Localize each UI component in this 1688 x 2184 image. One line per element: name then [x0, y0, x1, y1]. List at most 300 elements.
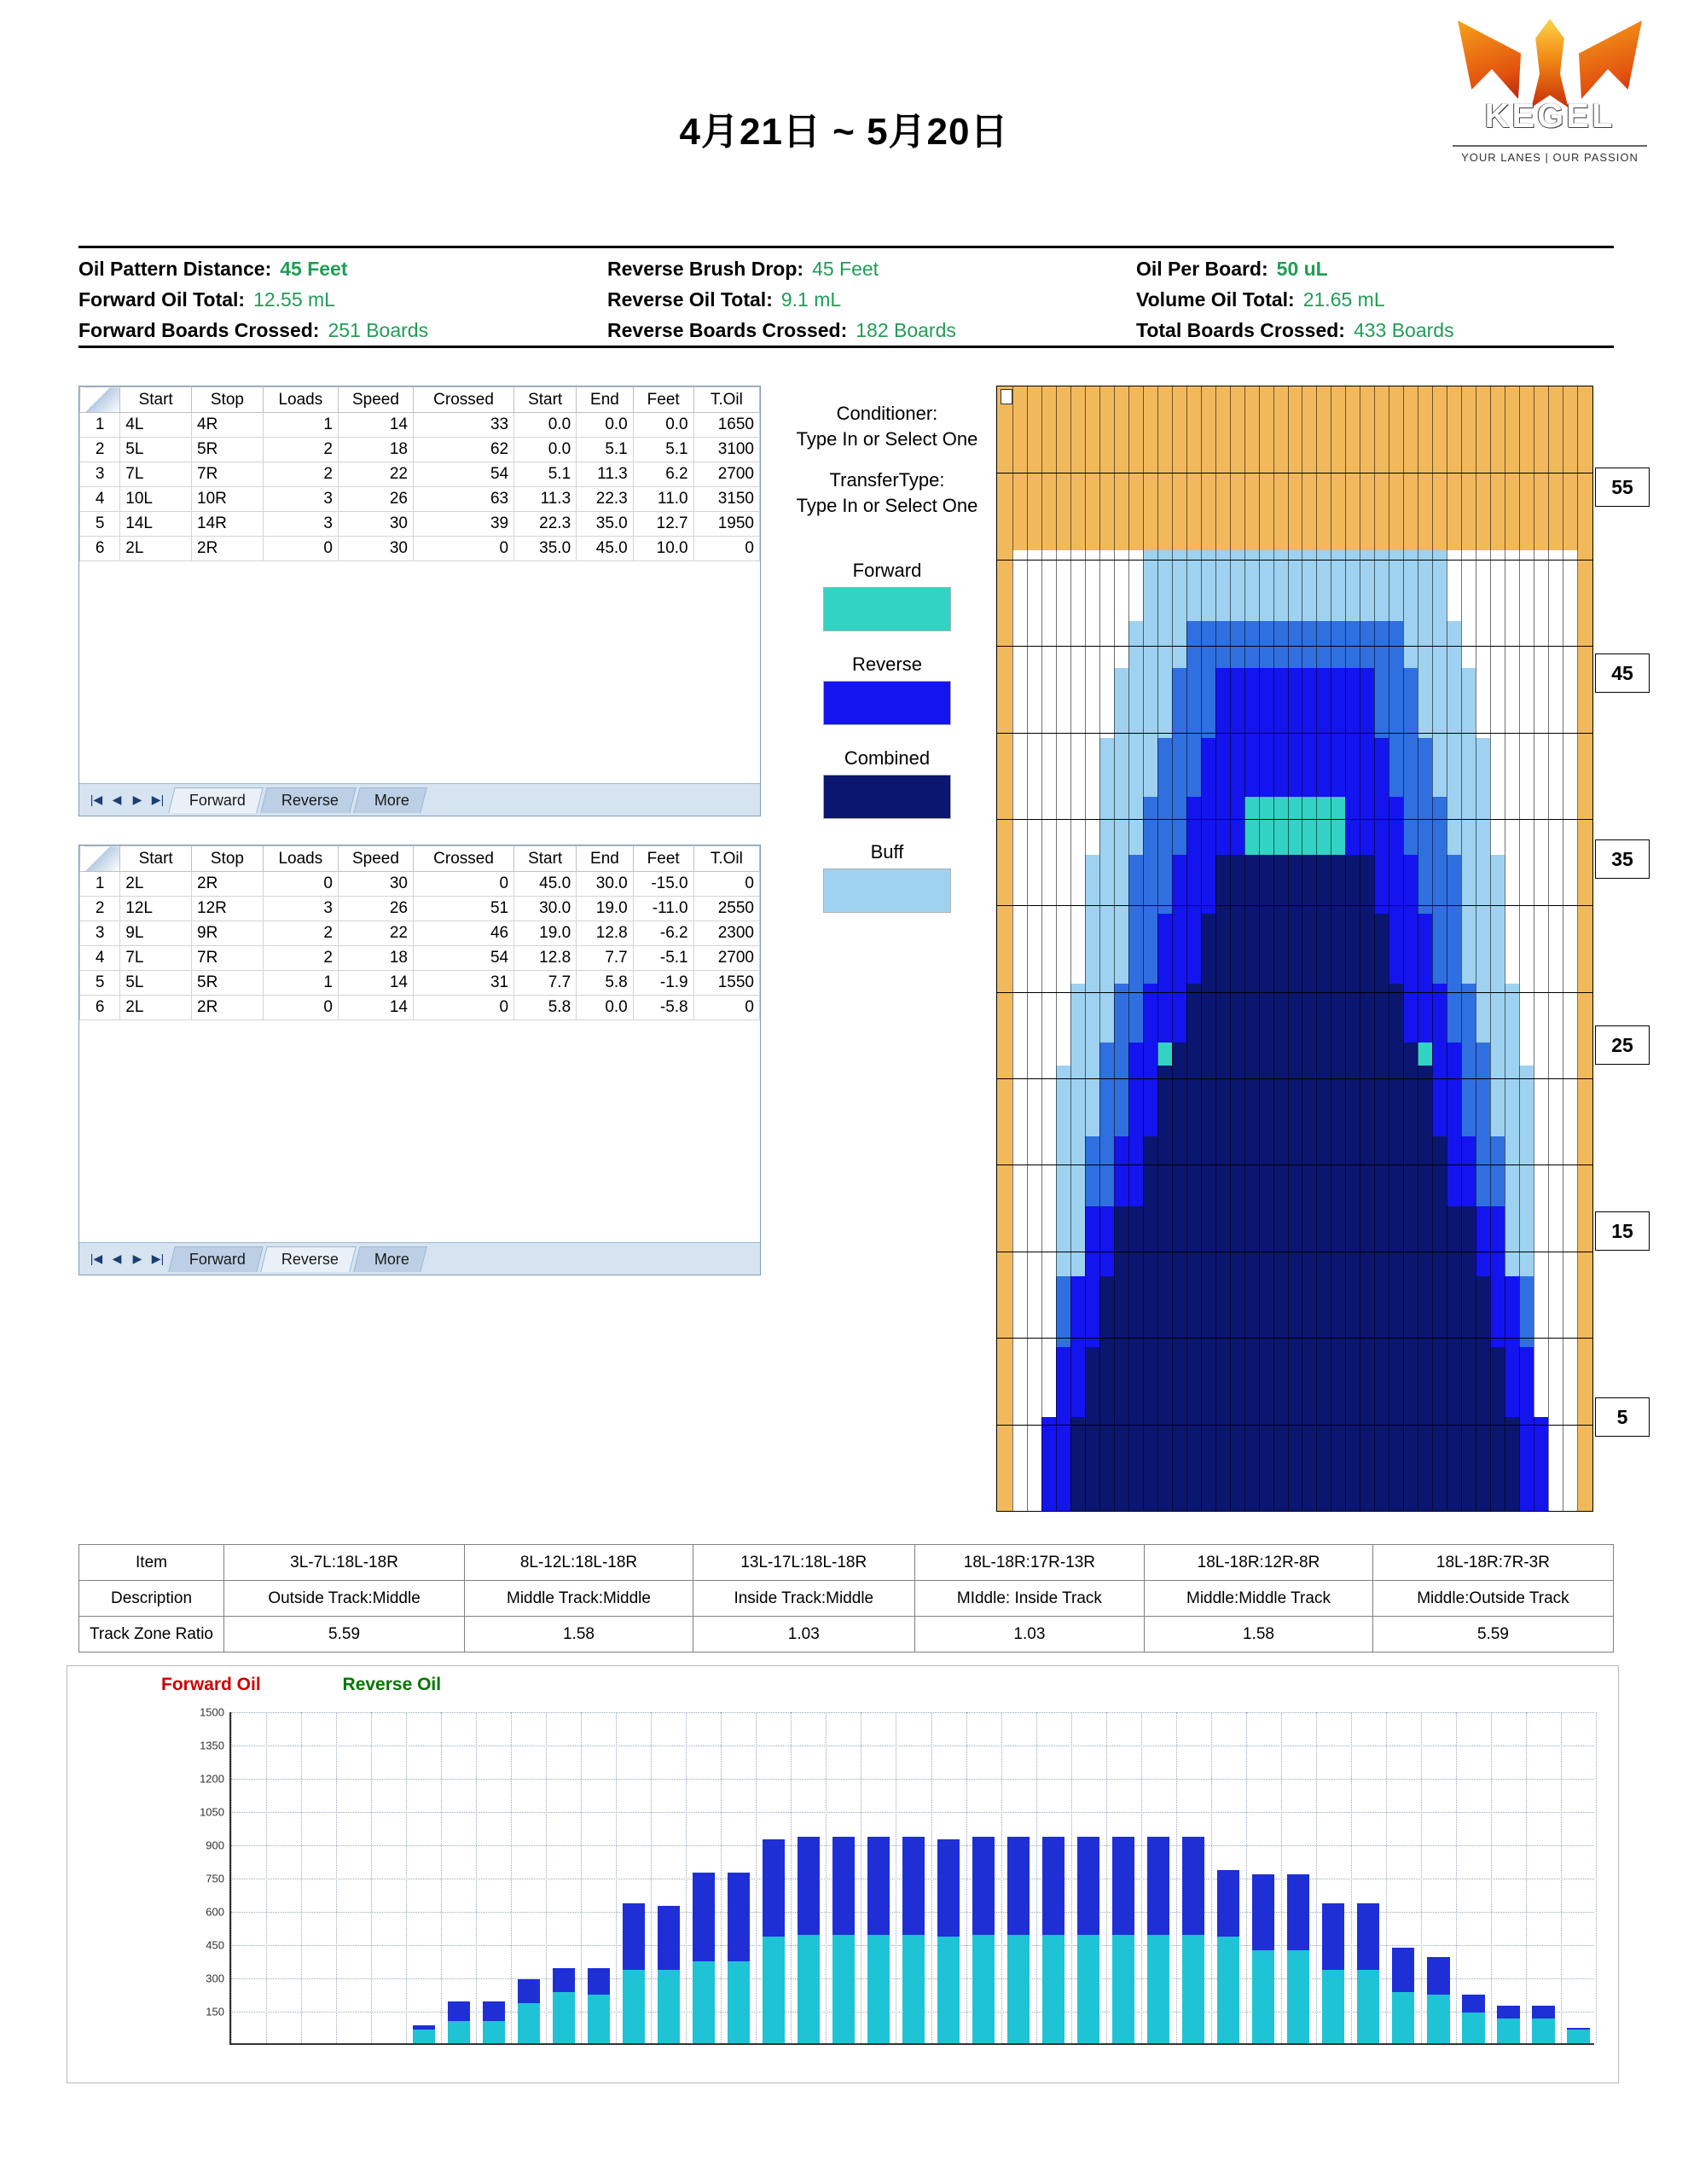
cell-start-distance[interactable]: 30.0	[514, 897, 577, 921]
lane-cell	[1143, 1066, 1158, 1077]
col-header-stop[interactable]: Stop	[192, 387, 264, 413]
cell-crossed[interactable]: 54	[413, 462, 513, 487]
stat-label: Reverse Brush Drop:	[607, 257, 804, 280]
cell-start[interactable]: 9L	[120, 921, 192, 946]
cell-stop[interactable]: 12R	[192, 897, 264, 921]
cell-end[interactable]: 5.8	[577, 971, 634, 996]
cell-end[interactable]: 0.0	[577, 996, 634, 1020]
empty-cell	[693, 710, 759, 735]
select-all-corner[interactable]	[80, 846, 120, 872]
cell-total-oil[interactable]: 0	[693, 996, 759, 1020]
cell-end[interactable]: 35.0	[577, 512, 634, 537]
cell-stop[interactable]: 4R	[192, 413, 264, 438]
lane-cell	[1548, 1066, 1563, 1077]
cell-loads[interactable]: 2	[263, 438, 338, 462]
cell-total-oil[interactable]: 2300	[693, 921, 759, 946]
nav-prev-button[interactable]: ◀	[112, 1252, 122, 1265]
lane-cell	[1316, 937, 1331, 949]
tab-more[interactable]	[353, 787, 426, 813]
lane-cell	[1056, 773, 1071, 785]
col-header-start2[interactable]: Start	[514, 387, 577, 413]
cell-start[interactable]: 12L	[120, 897, 192, 921]
lane-cell	[1085, 1441, 1100, 1453]
lane-cell	[1230, 503, 1245, 515]
cell-feet[interactable]: -11.0	[633, 897, 693, 921]
lane-cell	[1230, 890, 1245, 902]
cell-end[interactable]: 19.0	[577, 897, 634, 921]
cell-start[interactable]: 7L	[120, 462, 192, 487]
lane-cell	[1099, 937, 1115, 949]
chart-bar	[658, 1906, 680, 2043]
lane-cell	[1259, 750, 1274, 762]
lane-cell	[1056, 1417, 1071, 1429]
empty-cell	[80, 586, 120, 611]
lane-cell	[1288, 1394, 1303, 1406]
table-row[interactable]	[80, 971, 760, 996]
lane-cell	[1519, 503, 1534, 515]
nav-last-button[interactable]: ▶|	[151, 1252, 165, 1265]
lane-cell	[1215, 1171, 1231, 1183]
cell-total-oil[interactable]: 1550	[693, 971, 759, 996]
lane-cell	[1331, 1370, 1346, 1382]
forward-grid-table[interactable]	[79, 386, 760, 735]
tab-reverse[interactable]	[260, 1246, 357, 1272]
lane-cell	[1215, 386, 1231, 398]
col-header-end[interactable]: End	[577, 846, 634, 872]
cell-stop[interactable]: 14R	[192, 512, 264, 537]
tab-more[interactable]	[353, 1246, 426, 1272]
cell-feet[interactable]: 6.2	[633, 462, 693, 487]
lane-cell	[1302, 1323, 1317, 1335]
lane-cell	[1403, 597, 1418, 609]
lane-cell	[1027, 1335, 1042, 1347]
cell-stop[interactable]: 5R	[192, 971, 264, 996]
lane-cell	[1070, 1499, 1086, 1511]
cell-total-oil[interactable]: 2700	[693, 462, 759, 487]
cell-start[interactable]: 14L	[120, 512, 192, 537]
cell-end[interactable]: 0.0	[577, 413, 634, 438]
lane-cell	[1316, 1101, 1331, 1112]
lane-board-line	[1230, 386, 1231, 1511]
cell-start-distance[interactable]: 22.3	[514, 512, 577, 537]
lane-cell	[1288, 515, 1303, 527]
cell-stop[interactable]: 7R	[192, 946, 264, 971]
cell-speed[interactable]: 18	[338, 438, 413, 462]
lane-cell	[1288, 574, 1303, 586]
cell-loads[interactable]: 3	[263, 897, 338, 921]
lane-cell	[1461, 386, 1476, 398]
lane-cell	[1563, 1253, 1578, 1265]
cell-loads[interactable]: 2	[263, 462, 338, 487]
lane-cell	[1476, 1089, 1491, 1101]
cell-loads[interactable]: 3	[263, 487, 338, 512]
cell-crossed[interactable]: 63	[413, 487, 513, 512]
lane-cell	[1186, 632, 1202, 644]
cell-start-distance[interactable]: 0.0	[514, 413, 577, 438]
lane-cell	[1012, 1276, 1028, 1288]
lane-cell	[1157, 890, 1173, 902]
lane-cell	[1273, 515, 1289, 527]
cell-crossed[interactable]: 51	[413, 897, 513, 921]
cell-stop[interactable]: 2R	[192, 996, 264, 1020]
cell-speed[interactable]: 22	[338, 462, 413, 487]
lane-cell	[1447, 585, 1462, 597]
lane-cell	[1490, 398, 1505, 410]
lane-cell	[1360, 1405, 1375, 1417]
cell-speed[interactable]: 26	[338, 487, 413, 512]
row-number[interactable]: 6	[80, 537, 120, 561]
cell-total-oil[interactable]: 0	[693, 537, 759, 561]
lane-cell	[1012, 1382, 1028, 1394]
empty-cell	[514, 1144, 577, 1169]
tab-forward[interactable]	[168, 1246, 263, 1272]
lane-cell	[1288, 1147, 1303, 1159]
cell-stop[interactable]: 9R	[192, 921, 264, 946]
phoenix-body-icon	[1524, 19, 1575, 107]
table-row[interactable]	[80, 512, 760, 537]
lane-cell	[1172, 386, 1187, 398]
lane-cell	[1563, 1499, 1578, 1511]
lane-cell	[1563, 492, 1578, 504]
lane-cell	[1345, 1323, 1360, 1335]
cell-stop[interactable]: 7R	[192, 462, 264, 487]
col-header-loads[interactable]: Loads	[263, 846, 338, 872]
table-row[interactable]	[80, 921, 760, 946]
transfer-type-value[interactable]: Type In or Select One	[796, 495, 978, 516]
lane-cell	[1085, 1230, 1100, 1242]
cell-loads[interactable]: 1	[263, 971, 338, 996]
lane-cell	[1302, 879, 1317, 891]
cell-stop[interactable]: 10R	[192, 487, 264, 512]
chart-bar	[1462, 1995, 1484, 2043]
lane-cell	[1432, 1312, 1447, 1324]
empty-cell	[633, 586, 693, 611]
lane-cell	[1114, 1476, 1129, 1488]
lane-cell	[1259, 1101, 1274, 1112]
lane-cell	[1215, 1300, 1231, 1312]
lane-cell	[1360, 1218, 1375, 1230]
cell-start-distance[interactable]: 5.8	[514, 996, 577, 1020]
nav-last-button[interactable]: ▶|	[151, 793, 165, 806]
tab-label: Forward	[189, 1250, 246, 1268]
col-header-speed[interactable]: Speed	[338, 387, 413, 413]
lane-cell	[1432, 1382, 1447, 1394]
reverse-grid-panel[interactable]	[78, 845, 761, 1275]
cell-start-distance[interactable]: 12.8	[514, 946, 577, 971]
lane-cell	[1534, 597, 1549, 609]
cell-start[interactable]: 5L	[120, 438, 192, 462]
row-number[interactable]: 1	[80, 413, 120, 438]
col-header-stop[interactable]: Stop	[192, 846, 264, 872]
cell-feet[interactable]: -15.0	[633, 872, 693, 897]
cell-total-oil[interactable]: 0	[693, 872, 759, 897]
cell-start[interactable]: 2L	[120, 996, 192, 1020]
lane-cell	[1143, 621, 1158, 633]
empty-cell	[413, 710, 513, 735]
lane-cell	[1027, 937, 1042, 949]
lane-cell	[1070, 656, 1086, 668]
forward-grid-footer[interactable]	[79, 783, 760, 816]
lane-cell	[1418, 1382, 1433, 1394]
nav-next-button[interactable]: ▶	[132, 793, 142, 806]
cell-start-distance[interactable]: 45.0	[514, 872, 577, 897]
tab-reverse[interactable]	[260, 787, 357, 813]
lane-cell	[1490, 668, 1505, 680]
lane-cell	[1041, 867, 1057, 879]
cell-loads[interactable]: 0	[263, 996, 338, 1020]
nav-first-button[interactable]: |◀	[90, 1252, 103, 1265]
col-header-start2[interactable]: Start	[514, 846, 577, 872]
lane-cell	[1519, 890, 1534, 902]
lane-cell	[1288, 1008, 1303, 1019]
chart-bar-forward-segment	[623, 1970, 645, 2043]
cell-loads[interactable]: 3	[263, 512, 338, 537]
lane-cell	[1548, 1488, 1563, 1500]
cell-end[interactable]: 22.3	[577, 487, 634, 512]
table-row[interactable]	[80, 487, 760, 512]
cell-total-oil[interactable]: 2700	[693, 946, 759, 971]
lane-cell	[1114, 1066, 1129, 1077]
nav-prev-button[interactable]: ◀	[112, 793, 122, 806]
cell-crossed[interactable]: 0	[413, 872, 513, 897]
lane-cell	[1201, 445, 1216, 457]
cell-start-distance[interactable]: 7.7	[514, 971, 577, 996]
chart-gridline-vertical	[301, 1712, 302, 2043]
lane-cell	[1548, 691, 1563, 703]
col-header-start[interactable]: Start	[120, 846, 192, 872]
lane-cell	[1418, 1441, 1433, 1453]
empty-cell	[338, 561, 413, 586]
col-header-feet[interactable]: Feet	[633, 387, 693, 413]
lane-cell	[1244, 714, 1260, 726]
table-row[interactable]	[80, 897, 760, 921]
table-row[interactable]	[80, 996, 760, 1020]
cell-feet[interactable]: -5.8	[633, 996, 693, 1020]
cell-start-distance[interactable]: 11.3	[514, 487, 577, 512]
cell-crossed[interactable]: 33	[413, 413, 513, 438]
cell-crossed[interactable]: 0	[413, 996, 513, 1020]
cell-total-oil[interactable]: 1650	[693, 413, 759, 438]
cell-end[interactable]: 5.1	[577, 438, 634, 462]
lane-cell	[1534, 445, 1549, 457]
col-header-start[interactable]: Start	[120, 387, 192, 413]
row-number[interactable]: 4	[80, 946, 120, 971]
col-header-toil[interactable]: T.Oil	[693, 846, 759, 872]
row-number[interactable]: 2	[80, 897, 120, 921]
table-row[interactable]	[80, 537, 760, 561]
cell-end[interactable]: 45.0	[577, 537, 634, 561]
table-row[interactable]	[80, 438, 760, 462]
reverse-grid-table[interactable]	[79, 845, 760, 1194]
chart-bar-forward-segment	[867, 1935, 890, 2043]
cell-end[interactable]: 12.8	[577, 921, 634, 946]
lane-cell	[1157, 1312, 1173, 1324]
lane-cell	[1360, 949, 1375, 961]
lane-cell	[1490, 621, 1505, 633]
lane-cell	[1128, 1335, 1144, 1347]
nav-next-button[interactable]: ▶	[132, 1252, 142, 1265]
lane-cell	[1302, 1054, 1317, 1066]
row-number[interactable]: 4	[80, 487, 120, 512]
lane-cell	[1259, 1089, 1274, 1101]
lane-cell	[1172, 1008, 1187, 1019]
cell-start[interactable]: 10L	[120, 487, 192, 512]
row-number[interactable]: 5	[80, 512, 120, 537]
chart-bar-forward-segment	[1217, 1937, 1239, 2043]
row-number[interactable]: 3	[80, 921, 120, 946]
cell-feet[interactable]: 11.0	[633, 487, 693, 512]
lane-cell	[1128, 492, 1144, 504]
cell-start-distance[interactable]: 19.0	[514, 921, 577, 946]
cell-speed[interactable]: 14	[338, 996, 413, 1020]
cell-end[interactable]: 7.7	[577, 946, 634, 971]
cell-start[interactable]: 2L	[120, 537, 192, 561]
lane-cell	[1215, 1136, 1231, 1148]
col-header-speed[interactable]: Speed	[338, 846, 413, 872]
lane-cell	[1056, 632, 1071, 644]
cell-loads[interactable]: 2	[263, 921, 338, 946]
lane-cell	[1288, 550, 1303, 562]
cell-speed[interactable]: 22	[338, 921, 413, 946]
row-number[interactable]: 5	[80, 971, 120, 996]
cell-crossed[interactable]: 46	[413, 921, 513, 946]
col-header-end[interactable]: End	[577, 387, 634, 413]
lane-cell	[1244, 1066, 1260, 1077]
nav-first-button[interactable]: |◀	[90, 793, 103, 806]
lane-cell	[1273, 1019, 1289, 1031]
lane-cell	[1186, 1066, 1202, 1077]
cell-end[interactable]: 11.3	[577, 462, 634, 487]
cell-feet[interactable]: 0.0	[633, 413, 693, 438]
cell-loads[interactable]: 2	[263, 946, 338, 971]
cell-crossed[interactable]: 31	[413, 971, 513, 996]
lane-cell	[1505, 503, 1520, 515]
cell-start[interactable]: 4L	[120, 413, 192, 438]
lane-cell	[1461, 972, 1476, 984]
row-number[interactable]: 2	[80, 438, 120, 462]
lane-cell	[1563, 820, 1578, 832]
cell-stop[interactable]: 2R	[192, 872, 264, 897]
cell-total-oil[interactable]: 3150	[693, 487, 759, 512]
col-header-loads[interactable]: Loads	[263, 387, 338, 413]
lane-cell	[1432, 550, 1447, 562]
table-row[interactable]	[80, 946, 760, 971]
cell-speed[interactable]: 14	[338, 413, 413, 438]
lane-cell	[1114, 714, 1129, 726]
cell-start-distance[interactable]: 35.0	[514, 537, 577, 561]
conditioner-value[interactable]: Type In or Select One	[796, 428, 978, 450]
lane-cell	[1374, 1136, 1389, 1148]
reverse-grid-footer[interactable]	[79, 1242, 760, 1275]
cell-stop[interactable]: 2R	[192, 537, 264, 561]
lane-cell	[1273, 714, 1289, 726]
cell-stop[interactable]: 5R	[192, 438, 264, 462]
cell-total-oil[interactable]: 1950	[693, 512, 759, 537]
cell-feet[interactable]: 10.0	[633, 537, 693, 561]
lane-cell	[1259, 1452, 1274, 1464]
lane-cell	[1476, 1382, 1491, 1394]
lane-cell	[1331, 445, 1346, 457]
lane-cell	[1012, 468, 1028, 480]
cell-loads[interactable]: 0	[263, 872, 338, 897]
lane-cell	[1331, 949, 1346, 961]
cell-start-distance[interactable]: 0.0	[514, 438, 577, 462]
row-number[interactable]: 1	[80, 872, 120, 897]
cell-crossed[interactable]: 54	[413, 946, 513, 971]
lane-cell	[1056, 1265, 1071, 1277]
cell-speed[interactable]: 14	[338, 971, 413, 996]
tab-forward[interactable]	[168, 787, 263, 813]
lane-cell	[1505, 1019, 1520, 1031]
lane-cell	[1563, 1312, 1578, 1324]
lane-cell	[1519, 773, 1534, 785]
lane-cell	[1259, 1031, 1274, 1043]
cell-crossed[interactable]: 0	[413, 537, 513, 561]
lane-cell	[1027, 1300, 1042, 1312]
col-header-toil[interactable]: T.Oil	[693, 387, 759, 413]
lane-cell	[1186, 937, 1202, 949]
col-header-crossed[interactable]: Crossed	[413, 387, 513, 413]
cell-total-oil[interactable]: 2550	[693, 897, 759, 921]
lane-cell	[1548, 386, 1563, 398]
cell-speed[interactable]: 30	[338, 537, 413, 561]
lane-cell	[1041, 773, 1057, 785]
cell-start[interactable]: 5L	[120, 971, 192, 996]
cell-loads[interactable]: 1	[263, 413, 338, 438]
lane-cell	[1056, 1394, 1071, 1406]
lane-cell	[1374, 433, 1389, 445]
cell-start[interactable]: 2L	[120, 872, 192, 897]
lane-cell	[1403, 984, 1418, 996]
col-header-crossed[interactable]: Crossed	[413, 846, 513, 872]
cell-feet[interactable]: -5.1	[633, 946, 693, 971]
table-row[interactable]	[80, 872, 760, 897]
lane-cell	[1070, 1253, 1086, 1265]
forward-grid-panel[interactable]	[78, 386, 761, 816]
table-row[interactable]	[80, 413, 760, 438]
cell-feet[interactable]: -6.2	[633, 921, 693, 946]
cell-start[interactable]: 7L	[120, 946, 192, 971]
row-number[interactable]: 6	[80, 996, 120, 1020]
cell-loads[interactable]: 0	[263, 537, 338, 561]
cell-speed[interactable]: 18	[338, 946, 413, 971]
cell-end[interactable]: 30.0	[577, 872, 634, 897]
lane-cell	[1490, 843, 1505, 855]
col-header-feet[interactable]: Feet	[633, 846, 693, 872]
cell-feet[interactable]: 12.7	[633, 512, 693, 537]
cell-crossed[interactable]: 39	[413, 512, 513, 537]
cell-speed[interactable]: 26	[338, 897, 413, 921]
cell-start-distance[interactable]: 5.1	[514, 462, 577, 487]
lane-cell	[1534, 1218, 1549, 1230]
lane-cell	[1360, 1335, 1375, 1347]
lane-cell	[1389, 421, 1404, 433]
table-row[interactable]	[80, 462, 760, 487]
cell-total-oil[interactable]: 3100	[693, 438, 759, 462]
lane-cell	[1403, 550, 1418, 562]
cell-feet[interactable]: 5.1	[633, 438, 693, 462]
lane-cell	[1244, 984, 1260, 996]
cell-crossed[interactable]: 62	[413, 438, 513, 462]
cell-speed[interactable]: 30	[338, 512, 413, 537]
cell-speed[interactable]: 30	[338, 872, 413, 897]
select-all-corner[interactable]	[80, 387, 120, 413]
row-number[interactable]: 3	[80, 462, 120, 487]
lane-cell	[1273, 820, 1289, 832]
lane-cell	[1403, 679, 1418, 691]
cell-feet[interactable]: -1.9	[633, 971, 693, 996]
lane-cell	[1505, 492, 1520, 504]
